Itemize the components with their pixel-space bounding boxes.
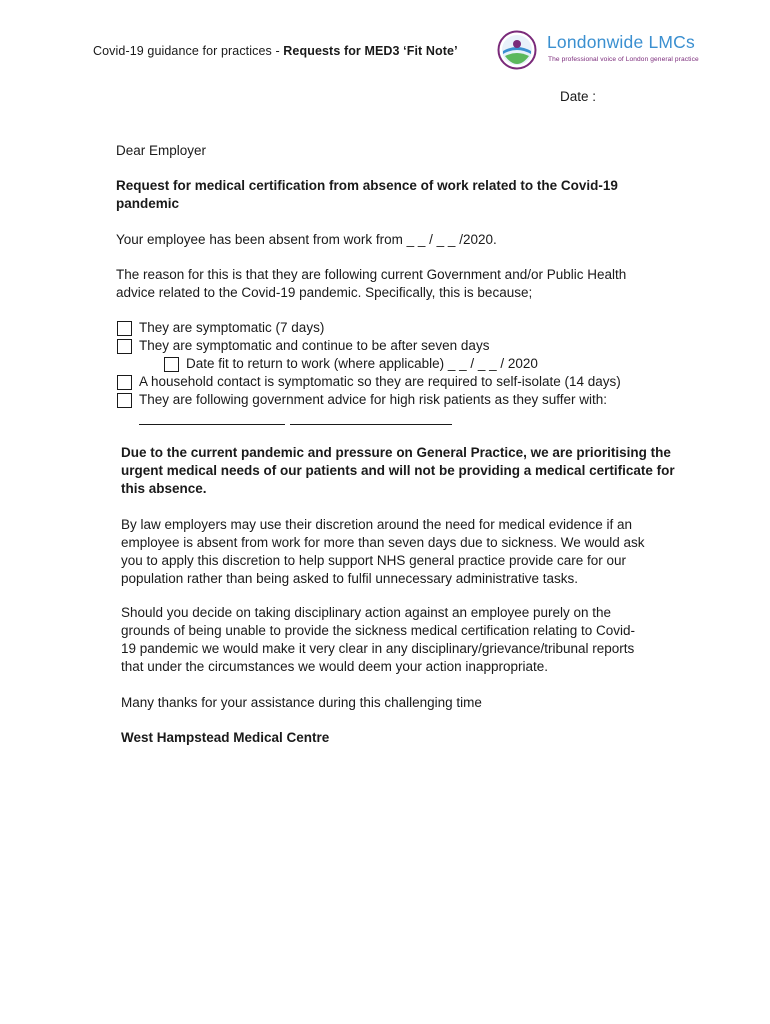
practice-signature: West Hampstead Medical Centre: [121, 730, 330, 745]
subject-line-1: Request for medical certification from absence of work related to the Covid-19: [116, 178, 618, 193]
condition-blank-line-2[interactable]: [290, 424, 452, 425]
lmc-logo-icon: [497, 30, 537, 70]
symptomatic-checkbox[interactable]: [117, 321, 132, 336]
header-prefix: Covid-19 guidance for practices -: [93, 44, 284, 58]
symptomatic-continuing-checkbox[interactable]: [117, 339, 132, 354]
absence-line: Your employee has been absent from work from _ _ / _ _ /2020.: [116, 232, 497, 247]
date-label: Date :: [560, 89, 597, 104]
high-risk-checkbox[interactable]: [117, 393, 132, 408]
return-date-checkbox[interactable]: [164, 357, 179, 372]
checklist-label: A household contact is symptomatic so they are required to self-isolate (14 days): [139, 374, 621, 389]
thanks-line: Many thanks for your assistance during this challenging time: [121, 695, 482, 710]
subject-line-2: pandemic: [116, 196, 180, 211]
checklist-label: They are symptomatic (7 days): [139, 320, 325, 335]
condition-blank-line-1[interactable]: [139, 424, 285, 425]
disciplinary-paragraph: Should you decide on taking disciplinary action against an employee purely on the grounds of being unable to provide the sickness medical certification relating to Covid-19 pandemic we would make it very clear in any disciplinary/grievance/tribunal reports that under the circumstances we would deem your action inappropriate.: [121, 605, 636, 674]
checklist-label: Date fit to return to work (where applicable) _ _ / _ _ / 2020: [186, 356, 538, 371]
household-contact-checkbox[interactable]: [117, 375, 132, 390]
checklist-label: They are following government advice for high risk patients as they suffer with:: [139, 392, 607, 407]
logo-tagline: The professional voice of London general practice: [548, 56, 699, 63]
reason-line-1: The reason for this is that they are following current Government and/or Public Health: [116, 267, 627, 282]
document-header: [93, 44, 458, 58]
londonwide-lmcs-logo: [497, 28, 707, 74]
header-title: Requests for MED3 ‘Fit Note’: [283, 44, 458, 58]
checklist-label: They are symptomatic and continue to be after seven days: [139, 338, 490, 353]
discretion-paragraph: By law employers may use their discretion around the need for medical evidence if an employee is absent from work for more than seven days due to sickness. We would ask you to apply this discretion to help support NHS general practice provide care for our population rather than being asked to fulfil unnecessary administrative tasks.: [121, 517, 645, 586]
priority-notice: Due to the current pandemic and pressure on General Practice, we are prioritising the urgent medical needs of our patients and will not be providing a medical certificate for this absence.: [121, 445, 675, 496]
logo-name: Londonwide LMCs: [547, 32, 695, 52]
reason-line-2: advice related to the Covid-19 pandemic. Specifically, this is because;: [116, 285, 533, 300]
salutation: Dear Employer: [116, 143, 207, 158]
